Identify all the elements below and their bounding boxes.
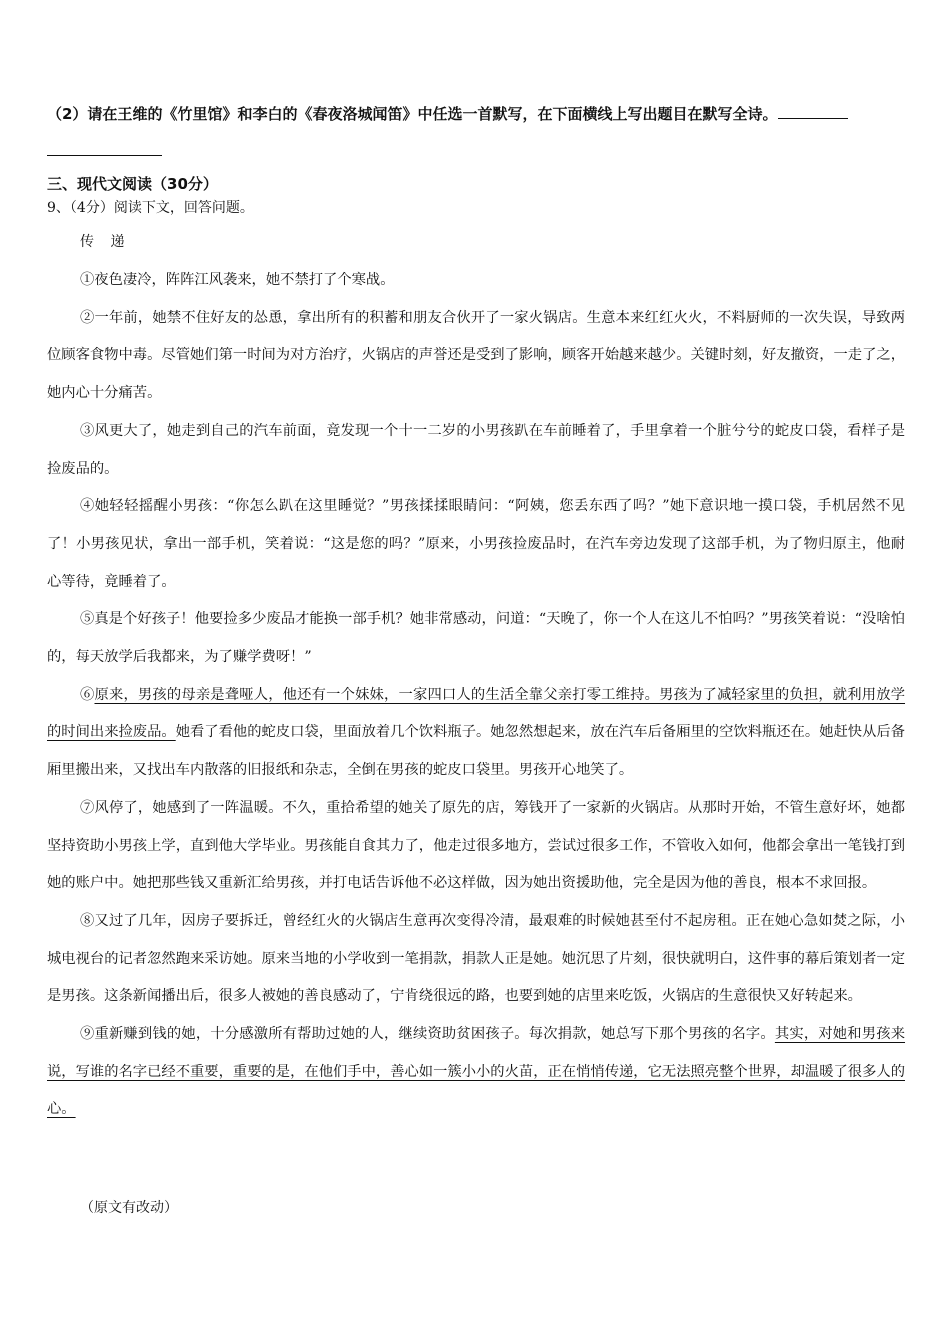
answer-blank-inline xyxy=(778,103,848,119)
paragraph-9-underlined: 其实，对她和男孩来说，写谁的名字已经不重要，重要的是，在他们手中，善心如一簇小小的火苗，正在悄悄传递，它无法照亮整个世界，却温暖了很多人的心。 xyxy=(47,1026,906,1118)
answer-blank-line xyxy=(47,155,162,156)
question-9: 9、（4分）阅读下文，回答问题。 xyxy=(47,200,254,216)
paragraph-6-number: ⑥ xyxy=(80,686,95,703)
paragraph-1: ①夜色凄冷，阵阵江风袭来，她不禁打了个寒战。 xyxy=(80,272,395,288)
poem-title-2: 《春夜洛城闻笛》 xyxy=(297,105,418,123)
paragraph-2: ②一年前，她禁不住好友的怂恿，拿出所有的积蓄和朋友合伙开了一家火锅店。生意本来红红火火，不料厨师的一次失误，导致两位顾客食物中毒。尽管她们第一时间为对方治疗，火锅店的声誉还是受到了影响，顾客开始越来越少。关键时刻，好友撤资，一走了之，她内心十分痛苦。 xyxy=(47,309,905,402)
question-2-prefix: （2）请在王维的 xyxy=(47,105,163,123)
article-title: 传 递 xyxy=(80,234,131,250)
paragraph-7: ⑦风停了，她感到了一阵温暖。不久，重拾希望的她关了原先的店，筹钱开了一家新的火锅店。从那时开始，不管生意好坏，她都坚持资助小男孩上学，直到他大学毕业。男孩能自食其力了，他走过很多地方，尝试过很多工作，不管收入如何，他都会拿出一笔钱打到她的账户中。她把那些钱又重新汇给男孩，并打电话告诉他不必这样做，因为她出资援助他，完全是因为他的善良，根本不求回报。 xyxy=(47,799,905,892)
paragraph-4: ④她轻轻摇醒小男孩：“你怎么趴在这里睡觉？”男孩揉揉眼睛问：“阿姨，您丢东西了吗？”她下意识地一摸口袋，手机居然不见了！小男孩见状，拿出一部手机，笑着说：“这是您的吗？”原来，小男孩捡废品时，在汽车旁边发现了这部手机，为了物归原主，他耐心等待，竟睡着了。 xyxy=(47,498,905,590)
question-2-suffix: 中任选一首默写，在下面横线上写出题目在默写全诗。 xyxy=(417,105,778,123)
source-note: （原文有改动） xyxy=(80,1200,178,1216)
paragraph-5: ⑤真是个好孩子！他要捡多少废品才能换一部手机？她非常感动，问道：“天晚了，你一个人在这儿不怕吗？”男孩笑着说：“没啥怕的，每天放学后我都来，为了赚学费呀！” xyxy=(47,611,905,666)
paragraph-8: ⑧又过了几年，因房子要拆迁，曾经红火的火锅店生意再次变得冷清，最艰难的时候她甚至付不起房租。正在她心急如焚之际，小城电视台的记者忽然跑来采访她。原来当地的小学收到一笔捐款，捐款人正是她。她沉思了片刻，很快就明白，这件事的幕后策划者一定是男孩。这条新闻播出后，很多人被她的善良感动了，宁肯绕很远的路，也要到她的店里来吃饭，火锅店的生意很快又好转起来。 xyxy=(47,912,905,1005)
paragraph-3: ③风更大了，她走到自己的汽车前面，竟发现一个十一二岁的小男孩趴在车前睡着了，手里拿着一个脏兮兮的蛇皮口袋，看样子是捡废品的。 xyxy=(47,422,905,477)
question-2-middle: 和李白的 xyxy=(237,105,298,123)
paragraph-6 xyxy=(47,677,905,790)
article-body xyxy=(47,262,905,1129)
section-heading: 三、现代文阅读（30分） xyxy=(47,175,218,193)
paragraph-9-plain: ⑨重新赚到钱的她，十分感激所有帮助过她的人，继续资助贫困孩子。每次捐款，她总写下那个男孩的名字。 xyxy=(80,1026,775,1043)
question-2 xyxy=(47,102,907,126)
paragraph-6-rest: 她看了看他的蛇皮口袋，里面放着几个饮料瓶子。她忽然想起来，放在汽车后备厢里的空饮料瓶还在。她赶快从后备厢里搬出来，又找出车内散落的旧报纸和杂志，全倒在男孩的蛇皮口袋里。男孩开心地笑了。 xyxy=(47,724,905,779)
paragraph-6-underlined: 原来，男孩的母亲是聋哑人，他还有一个妹妹，一家四口人的生活全靠父亲打零工维持。男孩为了减轻家里的负担，就利用放学的时间出来捡废品。 xyxy=(47,686,906,741)
poem-title-1: 《竹里馆》 xyxy=(162,105,238,123)
paragraph-9 xyxy=(47,1016,905,1129)
